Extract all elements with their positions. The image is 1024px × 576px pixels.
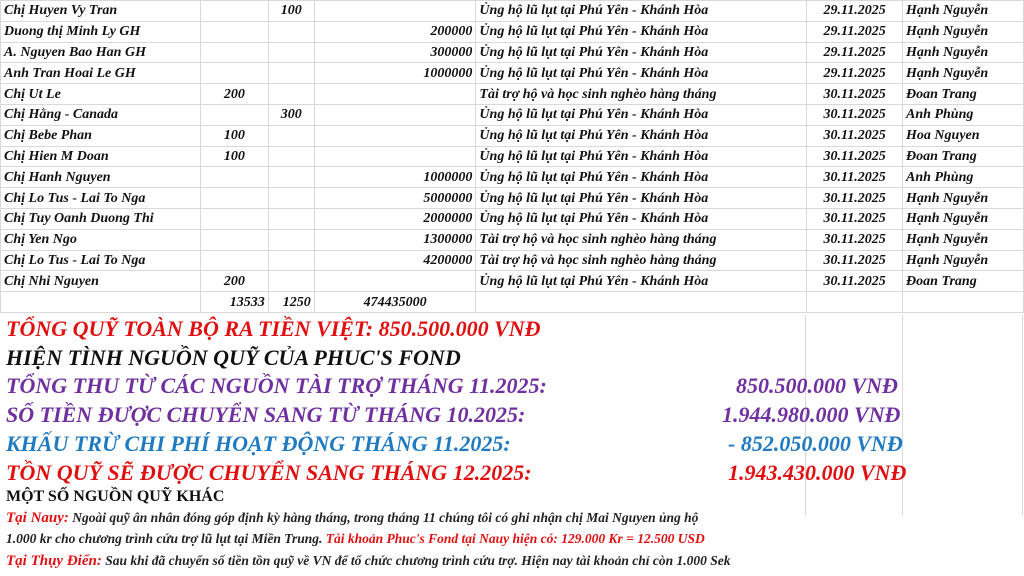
cell-nok xyxy=(268,21,314,42)
cell-vnd xyxy=(314,84,476,105)
cell-purpose: Ủng hộ lũ lụt tại Phú Yên - Khánh Hòa xyxy=(476,42,807,63)
cell-date: 30.11.2025 xyxy=(807,271,903,292)
cell-vnd: 5000000 xyxy=(314,188,476,209)
carried-label: SỐ TIỀN ĐƯỢC CHUYỂN SANG TỪ THÁNG 10.2025: xyxy=(6,402,526,427)
cell-purpose: Tài trợ hộ và học sinh nghèo hàng tháng xyxy=(476,229,807,250)
empty-cell xyxy=(1,292,201,313)
cell-person: Hoa Nguyen xyxy=(903,125,1024,146)
cell-purpose: Ủng hộ lũ lụt tại Phú Yên - Khánh Hòa xyxy=(476,1,807,22)
cell-person: Đoan Trang xyxy=(903,146,1024,167)
cell-nok xyxy=(268,229,314,250)
cell-date: 30.11.2025 xyxy=(807,104,903,125)
empty-cell xyxy=(476,292,807,313)
income-label: TỔNG THU TỪ CÁC NGUỒN TÀI TRỢ THÁNG 11.2025: xyxy=(6,373,547,398)
cell-nok xyxy=(268,146,314,167)
cell-vnd xyxy=(314,271,476,292)
cell-date: 30.11.2025 xyxy=(807,208,903,229)
table-row xyxy=(1,208,1024,229)
cell-vnd: 200000 xyxy=(314,21,476,42)
cell-name: Chị Bebe Phan xyxy=(1,125,201,146)
cell-vnd: 300000 xyxy=(314,42,476,63)
cell-nok xyxy=(268,250,314,271)
cell-vnd: 1300000 xyxy=(314,229,476,250)
balance-label: TỒN QUỸ SẼ ĐƯỢC CHUYỂN SANG THÁNG 12.2025: xyxy=(6,460,532,485)
cell-date: 30.11.2025 xyxy=(807,250,903,271)
total-vnd-line: TỔNG QUỸ TOÀN BỘ RA TIỀN VIỆT: 850.500.000 VNĐ xyxy=(6,316,541,341)
cell-date: 29.11.2025 xyxy=(807,63,903,84)
cell-nok xyxy=(268,188,314,209)
cell-vnd: 2000000 xyxy=(314,208,476,229)
cell-name: Chị Hằng - Canada xyxy=(1,104,201,125)
cell-nok: 300 xyxy=(268,104,314,125)
cell-vnd: 1000000 xyxy=(314,63,476,84)
totals-row xyxy=(1,292,1024,313)
cell-purpose: Ủng hộ lũ lụt tại Phú Yên - Khánh Hòa xyxy=(476,271,807,292)
cell-vnd: 4200000 xyxy=(314,250,476,271)
total-usd: 13533 xyxy=(200,292,268,313)
cell-date: 30.11.2025 xyxy=(807,167,903,188)
norway-text-2: 1.000 kr cho chương trình cứu trợ lũ lụt tại Miền Trung. xyxy=(6,531,323,546)
cell-person: Hạnh Nguyễn xyxy=(903,42,1024,63)
carried-line xyxy=(6,402,901,428)
total-vnd: 474435000 xyxy=(314,292,476,313)
table-row xyxy=(1,42,1024,63)
table-row xyxy=(1,229,1024,250)
cell-purpose: Tài trợ hộ và học sinh nghèo hàng tháng xyxy=(476,84,807,105)
cell-purpose: Ủng hộ lũ lụt tại Phú Yên - Khánh Hòa xyxy=(476,63,807,84)
cell-name: Chị Hanh Nguyen xyxy=(1,167,201,188)
sweden-line xyxy=(6,553,731,570)
balance-value: 1.943.430.000 VNĐ xyxy=(728,460,907,485)
table-row xyxy=(1,21,1024,42)
cell-person: Hạnh Nguyễn xyxy=(903,250,1024,271)
cell-purpose: Ủng hộ lũ lụt tại Phú Yên - Khánh Hòa xyxy=(476,146,807,167)
table-row xyxy=(1,84,1024,105)
empty-cell xyxy=(903,292,1024,313)
cell-usd xyxy=(200,42,268,63)
cell-usd xyxy=(200,188,268,209)
cell-date: 30.11.2025 xyxy=(807,84,903,105)
cell-person: Đoan Trang xyxy=(903,271,1024,292)
cell-purpose: Ủng hộ lũ lụt tại Phú Yên - Khánh Hòa xyxy=(476,167,807,188)
balance-line xyxy=(6,460,907,486)
cell-person: Hạnh Nguyễn xyxy=(903,1,1024,22)
cell-date: 30.11.2025 xyxy=(807,125,903,146)
norway-text-1: Ngoài quỹ ân nhân đóng góp định kỳ hàng tháng, trong tháng 11 chúng tôi có ghi nhận chị Mai Nguyen ủng hộ xyxy=(72,510,699,525)
cell-vnd xyxy=(314,146,476,167)
cell-nok xyxy=(268,271,314,292)
sweden-label: Tại Thụy Điển: xyxy=(6,553,102,569)
cell-nok xyxy=(268,125,314,146)
cell-vnd: 1000000 xyxy=(314,167,476,188)
cell-name: Chị Lo Tus - Lai To Nga xyxy=(1,250,201,271)
cell-date: 30.11.2025 xyxy=(807,188,903,209)
expense-label: KHẤU TRỪ CHI PHÍ HOẠT ĐỘNG THÁNG 11.2025: xyxy=(6,431,511,456)
cell-usd xyxy=(200,229,268,250)
cell-purpose: Tài trợ hộ và học sinh nghèo hàng tháng xyxy=(476,250,807,271)
table-row xyxy=(1,146,1024,167)
table-row xyxy=(1,271,1024,292)
norway-line-1 xyxy=(6,510,698,527)
cell-nok xyxy=(268,63,314,84)
cell-usd xyxy=(200,1,268,22)
cell-person: Anh Phùng xyxy=(903,167,1024,188)
cell-nok xyxy=(268,167,314,188)
cell-vnd xyxy=(314,1,476,22)
income-line xyxy=(6,373,898,399)
cell-purpose: Ủng hộ lũ lụt tại Phú Yên - Khánh Hòa xyxy=(476,104,807,125)
cell-name: Duong thị Minh Ly GH xyxy=(1,21,201,42)
total-nok: 1250 xyxy=(268,292,314,313)
cell-usd: 100 xyxy=(200,146,268,167)
cell-person: Hạnh Nguyễn xyxy=(903,21,1024,42)
cell-person: Hạnh Nguyễn xyxy=(903,63,1024,84)
cell-name: Chị Yen Ngo xyxy=(1,229,201,250)
cell-purpose: Ủng hộ lũ lụt tại Phú Yên - Khánh Hòa xyxy=(476,208,807,229)
cell-usd xyxy=(200,250,268,271)
table-row xyxy=(1,1,1024,22)
table-row xyxy=(1,125,1024,146)
other-sources-heading: MỘT SỐ NGUỒN QUỸ KHÁC xyxy=(6,488,225,505)
cell-name: Chị Huyen Vy Tran xyxy=(1,1,201,22)
cell-nok: 100 xyxy=(268,1,314,22)
cell-purpose: Ủng hộ lũ lụt tại Phú Yên - Khánh Hòa xyxy=(476,125,807,146)
cell-name: Chị Ut Le xyxy=(1,84,201,105)
income-value: 850.500.000 VNĐ xyxy=(736,373,898,398)
cell-name: A. Nguyen Bao Han GH xyxy=(1,42,201,63)
cell-usd xyxy=(200,167,268,188)
cell-nok xyxy=(268,208,314,229)
table-row xyxy=(1,63,1024,84)
sweden-text: Sau khi đã chuyển số tiền tồn quỹ về VN để tổ chức chương trình cứu trợ. Hiện nay tài khoản chỉ còn 1.000 Sek xyxy=(105,553,731,568)
table-row xyxy=(1,104,1024,125)
cell-date: 29.11.2025 xyxy=(807,21,903,42)
carried-value: 1.944.980.000 VNĐ xyxy=(722,402,901,427)
cell-nok xyxy=(268,84,314,105)
cell-person: Đoan Trang xyxy=(903,84,1024,105)
empty-cell xyxy=(807,292,903,313)
cell-person: Hạnh Nguyễn xyxy=(903,208,1024,229)
cell-vnd xyxy=(314,125,476,146)
cell-vnd xyxy=(314,104,476,125)
cell-date: 30.11.2025 xyxy=(807,146,903,167)
cell-name: Chị Nhi Nguyen xyxy=(1,271,201,292)
norway-label: Tại Nauy: xyxy=(6,510,69,526)
table-row xyxy=(1,250,1024,271)
cell-date: 30.11.2025 xyxy=(807,229,903,250)
cell-date: 29.11.2025 xyxy=(807,1,903,22)
cell-person: Hạnh Nguyễn xyxy=(903,188,1024,209)
cell-usd: 200 xyxy=(200,84,268,105)
cell-nok xyxy=(268,42,314,63)
cell-purpose: Ủng hộ lũ lụt tại Phú Yên - Khánh Hòa xyxy=(476,21,807,42)
expense-value: - 852.050.000 VNĐ xyxy=(728,431,903,456)
norway-line-2 xyxy=(6,531,705,547)
cell-name: Chị Lo Tus - Lai To Nga xyxy=(1,188,201,209)
cell-usd: 100 xyxy=(200,125,268,146)
cell-purpose: Ủng hộ lũ lụt tại Phú Yên - Khánh Hòa xyxy=(476,188,807,209)
cell-usd xyxy=(200,21,268,42)
fund-status-heading: HIỆN TÌNH NGUỒN QUỸ CỦA PHUC'S FOND xyxy=(6,345,461,370)
cell-usd xyxy=(200,63,268,84)
cell-usd xyxy=(200,104,268,125)
cell-name: Chị Tuy Oanh Duong Thi xyxy=(1,208,201,229)
cell-date: 29.11.2025 xyxy=(807,42,903,63)
table-row xyxy=(1,167,1024,188)
cell-name: Chị Hien M Doan xyxy=(1,146,201,167)
cell-person: Hạnh Nguyễn xyxy=(903,229,1024,250)
cell-usd xyxy=(200,208,268,229)
cell-usd: 200 xyxy=(200,271,268,292)
table-row xyxy=(1,188,1024,209)
cell-person: Anh Phùng xyxy=(903,104,1024,125)
expense-line xyxy=(6,431,903,457)
cell-name: Anh Tran Hoai Le GH xyxy=(1,63,201,84)
norway-account: Tài khoản Phuc's Fond tại Nauy hiện có: 129.000 Kr = 12.500 USD xyxy=(325,531,705,546)
